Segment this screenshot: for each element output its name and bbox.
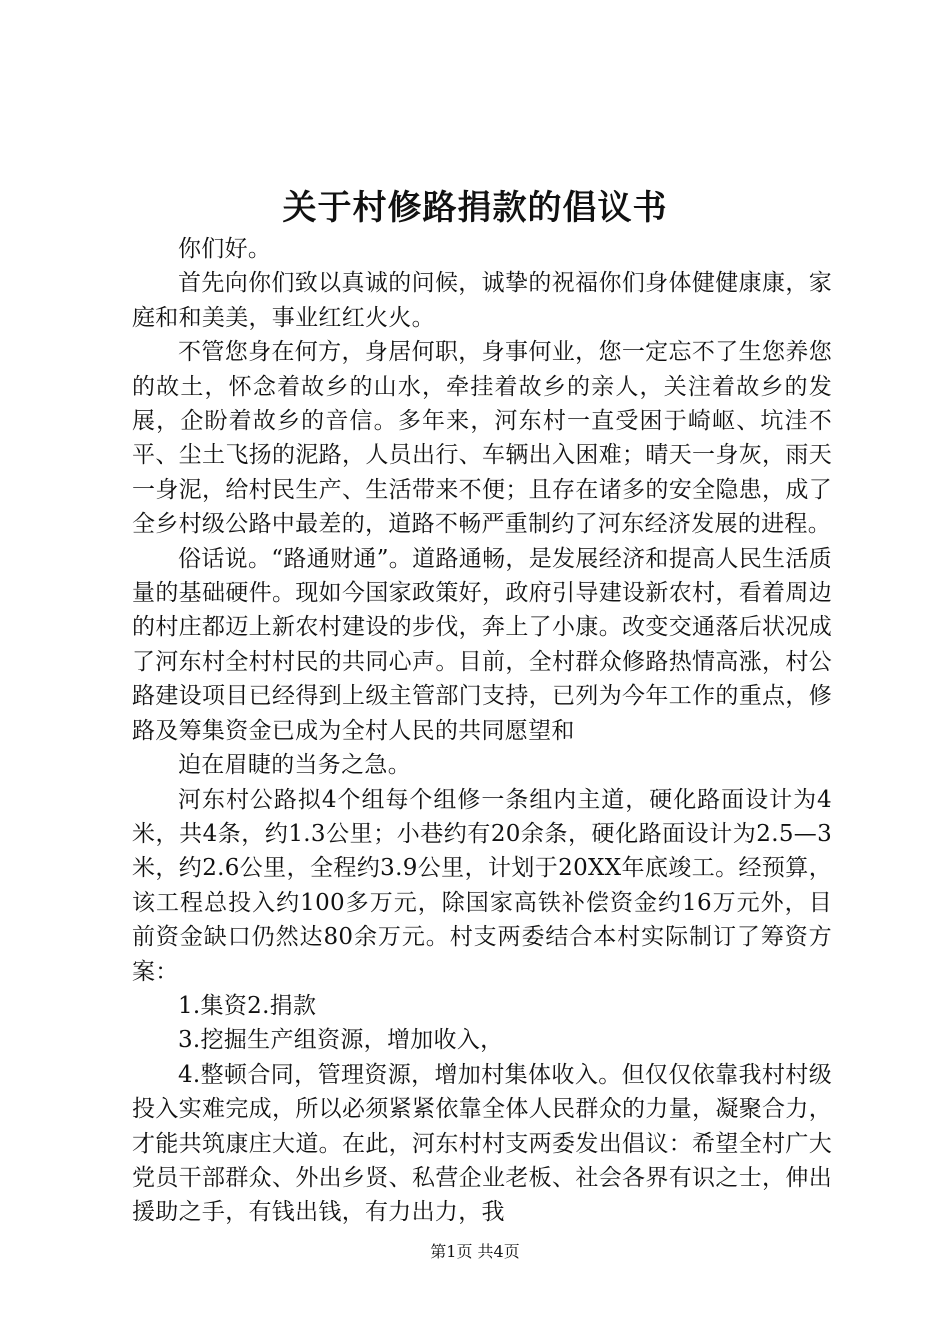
paragraph-hometown: 不管您身在何方，身居何职，身事何业，您一定忘不了生您养您的故土，怀念着故乡的山水，牵挂着故乡的亲人，关注着故乡的发展，企盼着故乡的音信。多年来，河东村一直受困于崎岖、坑洼不平、尘土飞扬的泥路，人员出行、车辆出入困难；晴天一身灰，雨天一身泥，给村民生产、生活带来不便；且存在诸多的安全隐患，成了全乡村级公路中最差的，道路不畅严重制约了河东经济发展的进程。 — [132, 339, 832, 538]
paragraph-urgent: 迫在眉睫的当务之急。 — [178, 752, 411, 779]
paragraph-list-3: 3.挖掘生产组资源，增加收入， — [178, 1027, 504, 1054]
document-body — [132, 232, 832, 1230]
paragraph-list-4: 4.整顿合同，管理资源，增加村集体收入。但仅仅依靠我村村级投入实难完成，所以必须紧紧依靠全体人民群众的力量，凝聚合力，才能共筑康庄大道。在此，河东村村支两委发出倡议：希望全村广大党员干部群众、外出乡贤、私营企业老板、社会各界有识之士，伸出援助之手，有钱出钱，有力出力，我 — [132, 1061, 832, 1226]
page-number: 第1页 共4页 — [430, 1242, 520, 1261]
paragraph-greeting: 你们好。 — [178, 236, 272, 262]
document-title: 关于村修路捐款的倡议书 — [282, 188, 668, 228]
paragraph-plan: 河东村公路拟4个组每个组修一条组内主道，硬化路面设计为4米，共4条，约1.3公里；小巷约有20余条，硬化路面设计为2.5—3米，约2.6公里，全程约3.9公里，计划于20XX年底竣工。经预算，该工程总投入约100多万元，除国家高铁补偿资金约16万元外，目前资金缺口仍然达80余万元。村支两委结合本村实际制订了筹资方案： — [132, 786, 832, 985]
paragraph-regards: 首先向你们致以真诚的问候，诚挚的祝福你们身体健健康康，家庭和和美美，事业红红火火。 — [132, 270, 832, 331]
paragraph-saying: 俗话说。“路通财通”。道路通畅，是发展经济和提高人民生活质量的基础硬件。现如今国家政策好，政府引导建设新农村，看着周边的村庄都迈上新农村建设的步伐，奔上了小康。改变交通落后状况成了河东村全村村民的共同心声。目前，全村群众修路热情高涨，村公路建设项目已经得到上级主管部门支持，已列为今年工作的重点，修路及筹集资金已成为全村人民的共同愿望和 — [132, 545, 832, 744]
paragraph-list-1-2: 1.集资2.捐款 — [178, 992, 317, 1019]
